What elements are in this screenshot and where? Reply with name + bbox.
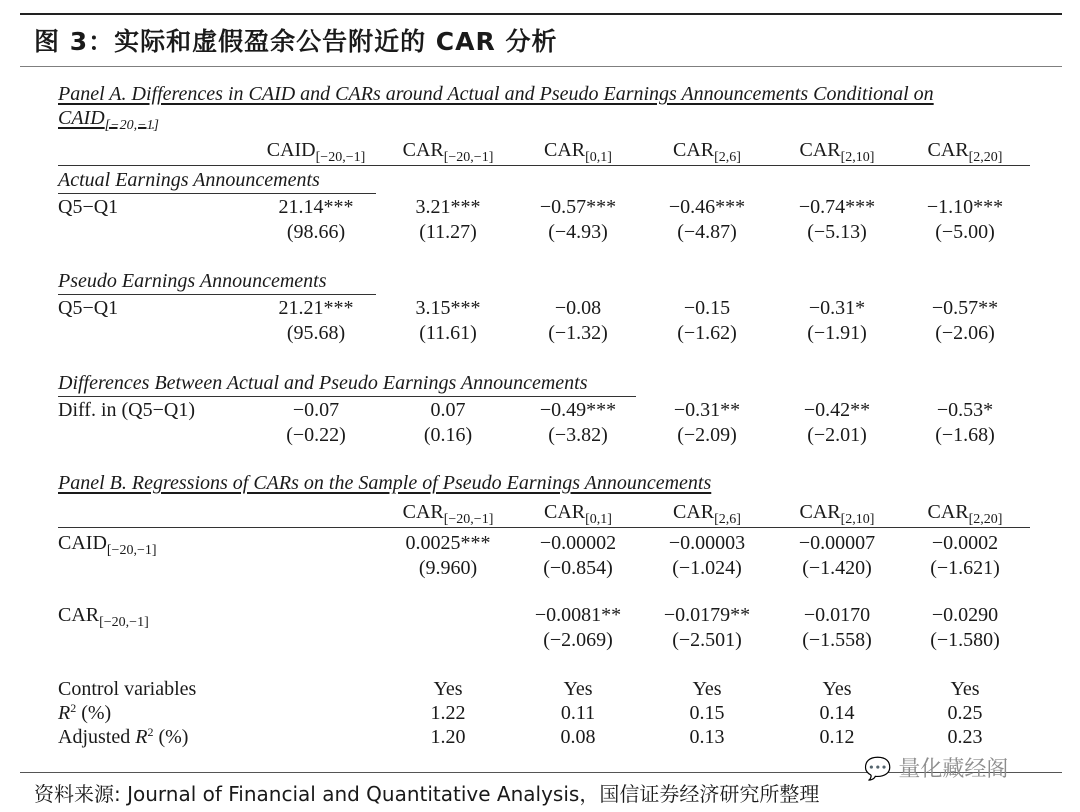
r2-label [58, 701, 111, 727]
tstat-cell: (−2.09) [677, 424, 737, 446]
regressor-label [58, 531, 157, 558]
col-header-sub: [−20,−1] [443, 512, 494, 527]
col-header-sub: [−20,−1] [443, 150, 494, 165]
coef-cell: −0.00003 [668, 532, 746, 554]
col-header-base: CAID [266, 139, 316, 161]
tstat-cell: (9.960) [418, 557, 478, 579]
tstat-cell: (−5.00) [935, 221, 995, 243]
panel-a-header-rule [58, 165, 1030, 166]
section-label: Differences Between Actual and Pseudo Earnings Announcements [58, 372, 588, 394]
tstat-cell: (−5.13) [807, 221, 867, 243]
adj-r2-cell: 0.08 [560, 726, 596, 748]
row-label: Diff. in (Q5−Q1) [58, 399, 196, 421]
tstat-cell: (−4.87) [677, 221, 737, 243]
tstat-cell: (−1.91) [807, 322, 867, 344]
coef-cell: −0.00002 [539, 532, 617, 554]
tstat-cell: (−1.420) [802, 557, 872, 579]
coef-cell: −0.53* [936, 399, 994, 421]
panel-a-col-header [544, 138, 612, 165]
regressor-label [58, 603, 149, 630]
coef-cell: −0.0170 [803, 604, 871, 626]
coef-cell: −0.74*** [798, 196, 876, 218]
tstat-cell: (11.61) [419, 322, 477, 344]
adj-r2-cell: 1.20 [430, 726, 466, 748]
coef-cell: 0.07 [430, 399, 466, 421]
col-header-sub: [−20,−1] [315, 150, 366, 165]
tstat-cell: (−3.82) [548, 424, 608, 446]
coef-cell: 3.21*** [415, 196, 481, 218]
controls-cell: Yes [822, 678, 852, 700]
panel-b-header-rule [58, 527, 1030, 528]
adj-r2-label-pre: Adjusted [58, 726, 136, 748]
col-header-sub: [2,6] [714, 512, 741, 527]
coef-cell: 21.14*** [278, 196, 354, 218]
tstat-cell: (−1.62) [677, 322, 737, 344]
adj-r2-cell: 0.13 [689, 726, 725, 748]
coef-cell: −0.00007 [798, 532, 876, 554]
tstat-cell: (−1.621) [930, 557, 1000, 579]
regressor-label-sub: [−20,−1] [99, 615, 149, 630]
r2-cell: 0.15 [689, 702, 725, 724]
regressor-label-base: CAR [58, 604, 100, 626]
r2-label-r: R [58, 702, 71, 724]
coef-cell: −0.0290 [931, 604, 999, 626]
section-label-rule [58, 396, 636, 397]
tstat-cell: (−4.93) [548, 221, 608, 243]
tstat-cell: (−2.501) [672, 629, 742, 651]
coef-cell: −0.0081** [534, 604, 622, 626]
coef-cell: 0.0025*** [405, 532, 491, 554]
r2-cell: 1.22 [430, 702, 466, 724]
panel-b-heading: Panel B. Regressions of CARs on the Sample of Pseudo Earnings Announcements [58, 472, 712, 494]
coef-cell: −0.31* [808, 297, 866, 319]
figure-title: 图 3：实际和虚假盈余公告附近的 CAR 分析 [34, 27, 558, 56]
tstat-cell: (−2.01) [807, 424, 867, 446]
coef-cell: −0.07 [292, 399, 340, 421]
controls-cell: Yes [692, 678, 722, 700]
panel-a-col-header [928, 138, 1003, 165]
col-header-base: CAR [544, 139, 586, 161]
adj-r2-cell: 0.12 [819, 726, 855, 748]
panel-b-col-header [673, 500, 741, 527]
panel-a-col-header [800, 138, 875, 165]
coef-cell: −0.31** [673, 399, 741, 421]
panel-a-col-header [267, 138, 366, 165]
coef-cell: −0.57** [931, 297, 999, 319]
col-header-base: CAR [673, 139, 715, 161]
col-header-base: CAR [799, 139, 841, 161]
col-header-base: CAR [673, 501, 715, 523]
r2-cell: 0.25 [947, 702, 983, 724]
panel-a-col-header [673, 138, 741, 165]
coef-cell: −0.0002 [931, 532, 999, 554]
tstat-cell: (−0.854) [543, 557, 613, 579]
regressor-label-base: CAID [58, 532, 107, 554]
tstat-cell: (95.68) [286, 322, 346, 344]
r2-cell: 0.14 [819, 702, 855, 724]
coef-cell: −0.46*** [668, 196, 746, 218]
wechat-icon: 💬 [864, 757, 892, 782]
col-header-base: CAR [402, 501, 444, 523]
tstat-cell: (−0.22) [286, 424, 346, 446]
col-header-base: CAR [544, 501, 586, 523]
col-header-base: CAR [799, 501, 841, 523]
tstat-cell: (0.16) [423, 424, 473, 446]
coef-cell: 21.21*** [278, 297, 354, 319]
r2-label-sup: 2 [70, 701, 77, 715]
tstat-cell: (−2.06) [935, 322, 995, 344]
panel-a-heading-cont [58, 106, 159, 133]
coef-cell: −0.49*** [539, 399, 617, 421]
coef-cell: −1.10*** [926, 196, 1004, 218]
section-label: Actual Earnings Announcements [58, 169, 320, 191]
col-header-base: CAR [927, 139, 969, 161]
adj-r2-cell: 0.23 [947, 726, 983, 748]
regressor-label-sub: [−20,−1] [106, 543, 157, 558]
section-label-rule [58, 294, 376, 295]
tstat-cell: (98.66) [286, 221, 346, 243]
adj-r2-label-post: (%) [153, 726, 189, 748]
panel-b-col-header [800, 500, 875, 527]
panel-a-col-header [403, 138, 494, 165]
adj-r2-label [58, 725, 188, 751]
watermark-text: 量化藏经阁 [898, 757, 1009, 782]
section-label-rule [58, 193, 376, 194]
coef-cell: −0.0179** [663, 604, 751, 626]
panel-a-heading-cont-text: CAID [58, 107, 105, 129]
col-header-sub: [2,20] [968, 150, 1003, 165]
row-label: Q5−Q1 [58, 196, 119, 218]
coef-cell: 3.15*** [415, 297, 481, 319]
coef-cell: −0.57*** [539, 196, 617, 218]
coef-cell: −0.42** [803, 399, 871, 421]
tstat-cell: (−2.069) [543, 629, 613, 651]
panel-a-heading-cont-sub: [−20,−1] [104, 118, 159, 133]
col-header-sub: [0,1] [585, 512, 612, 527]
col-header-base: CAR [927, 501, 969, 523]
tstat-cell: (−1.32) [548, 322, 608, 344]
controls-cell: Yes [950, 678, 980, 700]
r2-cell: 0.11 [560, 702, 596, 724]
top-border [20, 13, 1062, 15]
tstat-cell: (−1.580) [930, 629, 1000, 651]
coef-cell: −0.15 [683, 297, 731, 319]
tstat-cell: (−1.558) [802, 629, 872, 651]
panel-a-heading: Panel A. Differences in CAID and CARs around Actual and Pseudo Earnings Announcements Conditional on [58, 83, 934, 105]
row-label: Q5−Q1 [58, 297, 119, 319]
adj-r2-label-sup: 2 [147, 725, 154, 739]
tstat-cell: (−1.68) [935, 424, 995, 446]
watermark [864, 752, 1008, 783]
tstat-cell: (11.27) [419, 221, 477, 243]
panel-b-col-header [403, 500, 494, 527]
col-header-sub: [2,6] [714, 150, 741, 165]
col-header-sub: [0,1] [585, 150, 612, 165]
r2-label-post: (%) [76, 702, 112, 724]
coef-cell: −0.08 [554, 297, 602, 319]
tstat-cell: (−1.024) [672, 557, 742, 579]
adj-r2-label-r: R [135, 726, 148, 748]
controls-label: Control variables [58, 678, 197, 700]
col-header-sub: [2,10] [840, 150, 875, 165]
col-header-sub: [2,20] [968, 512, 1003, 527]
controls-cell: Yes [563, 678, 593, 700]
panel-b-col-header [928, 500, 1003, 527]
title-divider [20, 66, 1062, 67]
panel-b-col-header [544, 500, 612, 527]
source-note: 资料来源: Journal of Financial and Quantitative Analysis，国信证券经济研究所整理 [34, 782, 820, 806]
controls-cell: Yes [433, 678, 463, 700]
col-header-sub: [2,10] [840, 512, 875, 527]
section-label: Pseudo Earnings Announcements [58, 270, 327, 292]
col-header-base: CAR [402, 139, 444, 161]
